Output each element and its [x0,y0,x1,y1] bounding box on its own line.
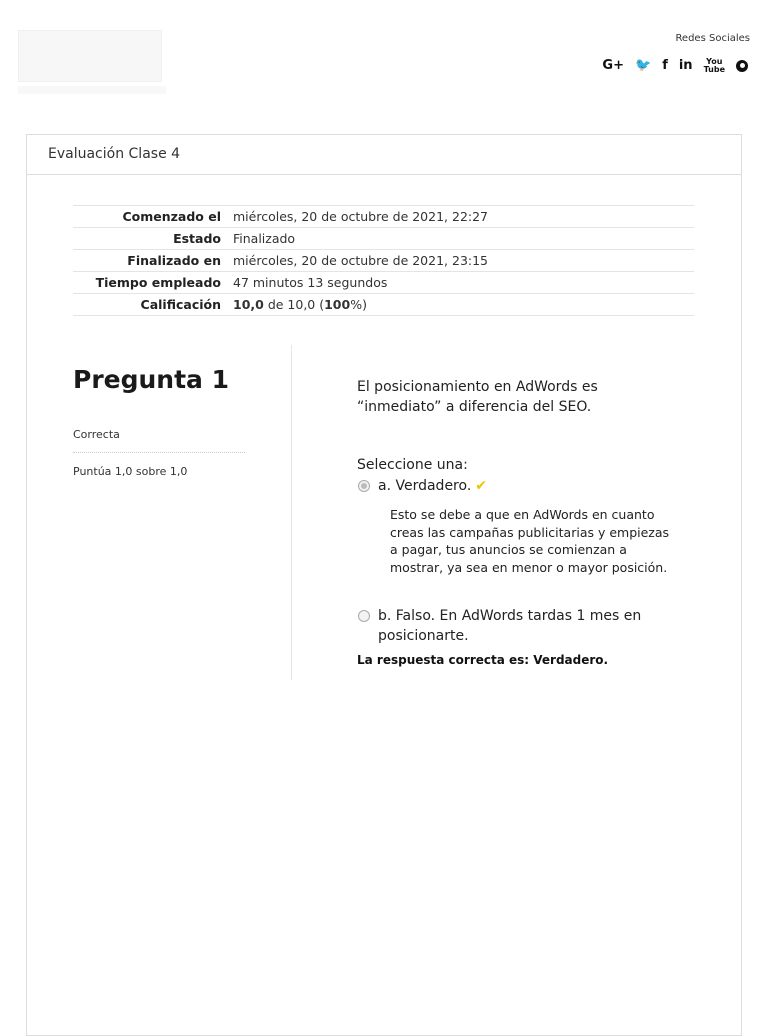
option-a-feedback: Esto se debe a que en AdWords en cuanto creas las campañas publicitarias y empiezas a pagar, tus anuncios se comienzan a mostrar, ya sea en menor o mayor posición. [390,507,670,575]
checkmark-icon: ✔ [475,478,488,494]
card-title: Evaluación Clase 4 [27,135,741,175]
grade-percent: 100 [324,297,351,312]
question-title: Pregunta 1 [73,365,230,394]
question-grade: Puntúa 1,0 sobre 1,0 [73,465,188,478]
social-icons [602,57,748,75]
quiz-review-card [26,134,742,1036]
correct-answer-text: La respuesta correcta es: Verdadero. [357,653,609,667]
question-state: Correcta [73,428,245,453]
summary-row [73,272,694,294]
attempt-summary-table [73,205,694,316]
question-info [73,365,245,478]
facebook-icon[interactable]: f [662,58,668,73]
globe-icon[interactable] [736,60,748,72]
summary-value: Finalizado [228,228,694,250]
column-divider [291,345,292,680]
twitter-icon[interactable]: 🐦 [635,58,652,73]
linkedin-icon[interactable]: in [678,58,693,73]
grade-of: de 10,0 ( [267,297,325,312]
google-plus-icon[interactable]: G+ [602,58,624,73]
summary-label: Estado [73,228,228,250]
summary-row [73,250,694,272]
question-text: El posicionamiento en AdWords es “inmediato” a diferencia del SEO. [357,379,598,415]
summary-row [73,228,694,250]
grade-label: Calificación [73,294,228,316]
social-title: Redes Sociales [675,33,750,44]
option-a-label: a. Verdadero. [378,478,472,494]
summary-value: miércoles, 20 de octubre de 2021, 22:27 [228,206,694,228]
answer-prompt: Seleccione una: [357,457,468,473]
summary-label: Tiempo empleado [73,272,228,294]
grade-value [228,294,694,316]
summary-value: 47 minutos 13 segundos [228,272,694,294]
grade-score: 10,0 [233,297,264,312]
radio-checked-icon[interactable] [358,480,370,492]
summary-label: Comenzado el [73,206,228,228]
summary-row-grade [73,294,694,316]
grade-suffix: %) [350,297,367,312]
radio-unchecked-icon[interactable] [358,610,370,622]
logo-tagline [18,86,166,94]
answer-option-a[interactable] [358,478,658,494]
summary-value: miércoles, 20 de octubre de 2021, 23:15 [228,250,694,272]
site-logo[interactable] [18,30,162,82]
summary-row [73,206,694,228]
youtube-icon[interactable]: You Tube [703,57,725,74]
summary-label: Finalizado en [73,250,228,272]
answer-option-b[interactable] [358,606,658,646]
option-b-label: b. Falso. En AdWords tardas 1 mes en posicionarte. [378,608,642,644]
